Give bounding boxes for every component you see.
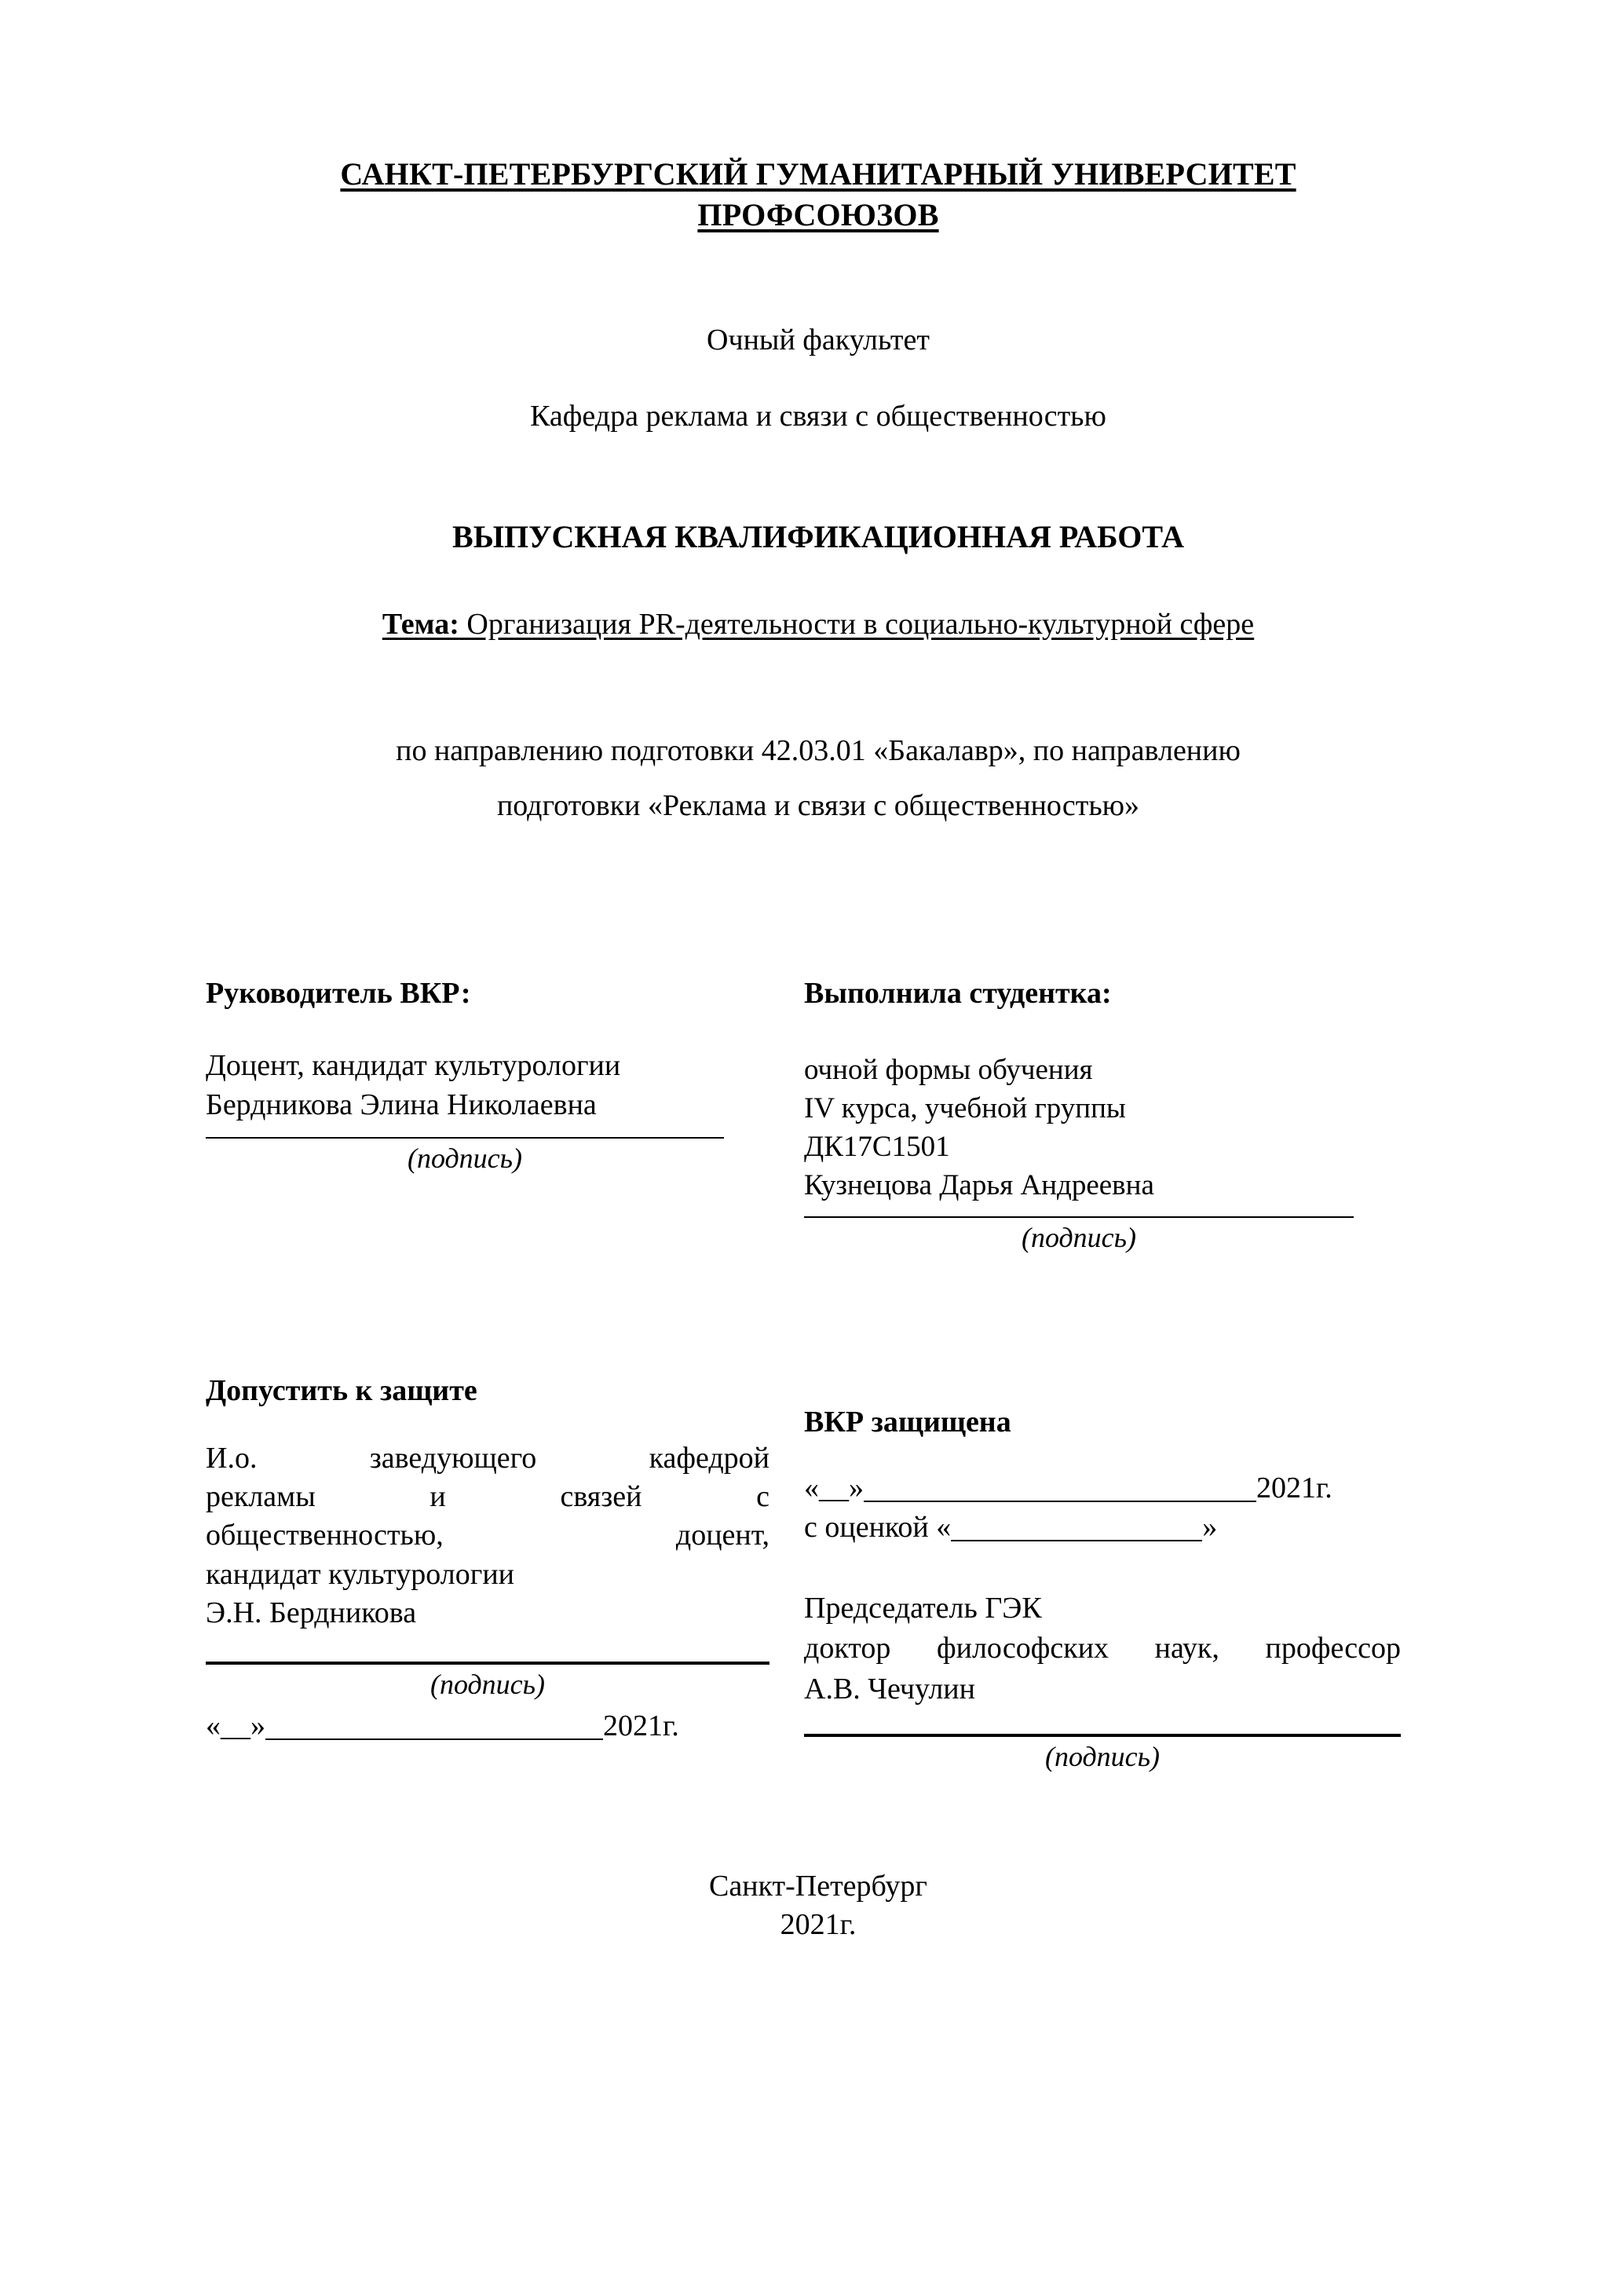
supervisor-position: Доцент, кандидат культурологии bbox=[206, 1049, 621, 1083]
admission-defence-row bbox=[206, 1373, 1431, 1773]
admission-heading: Допустить к защите bbox=[206, 1373, 477, 1407]
student-details bbox=[804, 1051, 1431, 1205]
student-group: ДК17С1501 bbox=[804, 1131, 950, 1164]
student-block bbox=[804, 976, 1431, 1253]
direction-line2: подготовки «Реклама и связи с общественностью» bbox=[496, 789, 1140, 823]
defence-mark-suffix: » bbox=[1202, 1510, 1218, 1544]
admission-line3: общественностью, доцент, bbox=[206, 1519, 769, 1552]
university-title-line2: ПРОФСОЮЗОВ bbox=[697, 197, 939, 232]
work-type-heading: ВЫПУСКНАЯ КВАЛИФИКАЦИОННАЯ РАБОТА bbox=[452, 518, 1184, 554]
admission-body bbox=[206, 1439, 769, 1633]
chair-degree: доктор философских наук, профессор bbox=[804, 1632, 1401, 1665]
footer-block bbox=[206, 1867, 1431, 1945]
admission-line4: кандидат культурологии bbox=[206, 1557, 515, 1591]
admission-line2: рекламы и связей с bbox=[206, 1480, 769, 1514]
admission-date-prefix: «__» bbox=[206, 1709, 265, 1742]
supervisor-heading: Руководитель ВКР: bbox=[206, 977, 471, 1011]
student-signature-caption: (подпись) bbox=[1021, 1221, 1137, 1253]
theme-line bbox=[206, 607, 1431, 642]
admission-signature-caption: (подпись) bbox=[430, 1668, 546, 1700]
supervisor-name: Бердникова Элина Николаевна bbox=[206, 1088, 597, 1121]
defence-date-line bbox=[804, 1471, 1431, 1505]
faculty-block bbox=[206, 317, 1431, 440]
student-signature-line bbox=[804, 1216, 1354, 1218]
supervisor-signature-line bbox=[206, 1137, 724, 1139]
direction-block bbox=[206, 723, 1431, 834]
defence-block bbox=[804, 1373, 1431, 1773]
defence-mark-prefix: с оценкой « bbox=[804, 1510, 952, 1544]
title-page-content bbox=[206, 154, 1431, 1944]
admission-signature-line bbox=[206, 1662, 769, 1665]
admission-date-line bbox=[206, 1709, 780, 1743]
chair-title: Председатель ГЭК bbox=[804, 1591, 1042, 1625]
university-title bbox=[206, 154, 1431, 236]
admission-date-blank bbox=[265, 1712, 603, 1740]
student-name: Кузнецова Дарья Андреевна bbox=[804, 1168, 1154, 1201]
chair-name: А.В. Чечулин bbox=[804, 1673, 975, 1706]
supervisor-student-row bbox=[206, 976, 1431, 1253]
direction-line1: по направлению подготовки 42.03.01 «Бакалавр», по направлению bbox=[396, 733, 1241, 767]
defence-date-suffix: 2021г. bbox=[1256, 1471, 1332, 1504]
chair-signature-line bbox=[804, 1734, 1401, 1737]
defence-mark-line bbox=[804, 1510, 1431, 1545]
city: Санкт-Петербург bbox=[708, 1869, 928, 1903]
supervisor-details bbox=[206, 1047, 780, 1124]
university-title-line1: САНКТ-ПЕТЕРБУРГСКИЙ ГУМАНИТАРНЫЙ УНИВЕРСИТЕТ bbox=[340, 156, 1296, 192]
defence-date-blank bbox=[864, 1474, 1256, 1502]
department-name: Кафедра реклама и связи с общественностью bbox=[530, 399, 1106, 433]
student-course: IV курса, учебной группы bbox=[804, 1092, 1126, 1125]
faculty-name: Очный факультет bbox=[707, 324, 930, 356]
supervisor-signature-caption: (подпись) bbox=[407, 1143, 523, 1175]
admission-line5: Э.Н. Бердникова bbox=[206, 1596, 417, 1630]
defence-date-prefix: «__» bbox=[804, 1471, 864, 1504]
admission-line1: И.о. заведующего кафедрой bbox=[206, 1441, 769, 1475]
theme-label: Тема: bbox=[382, 607, 459, 641]
chair-signature-caption: (подпись) bbox=[1044, 1740, 1161, 1772]
admission-date-suffix: 2021г. bbox=[603, 1709, 679, 1742]
supervisor-block bbox=[206, 976, 804, 1253]
year: 2021г. bbox=[780, 1908, 857, 1942]
defence-mark-blank bbox=[951, 1513, 1202, 1541]
chair-block bbox=[804, 1589, 1431, 1710]
theme-text: Организация PR-деятельности в социально-культурной сфере bbox=[459, 607, 1255, 641]
student-heading: Выполнила студентка: bbox=[804, 977, 1112, 1011]
defence-heading: ВКР защищена bbox=[804, 1405, 1011, 1439]
student-form: очной формы обучения bbox=[804, 1054, 1093, 1087]
admission-block bbox=[206, 1373, 804, 1773]
